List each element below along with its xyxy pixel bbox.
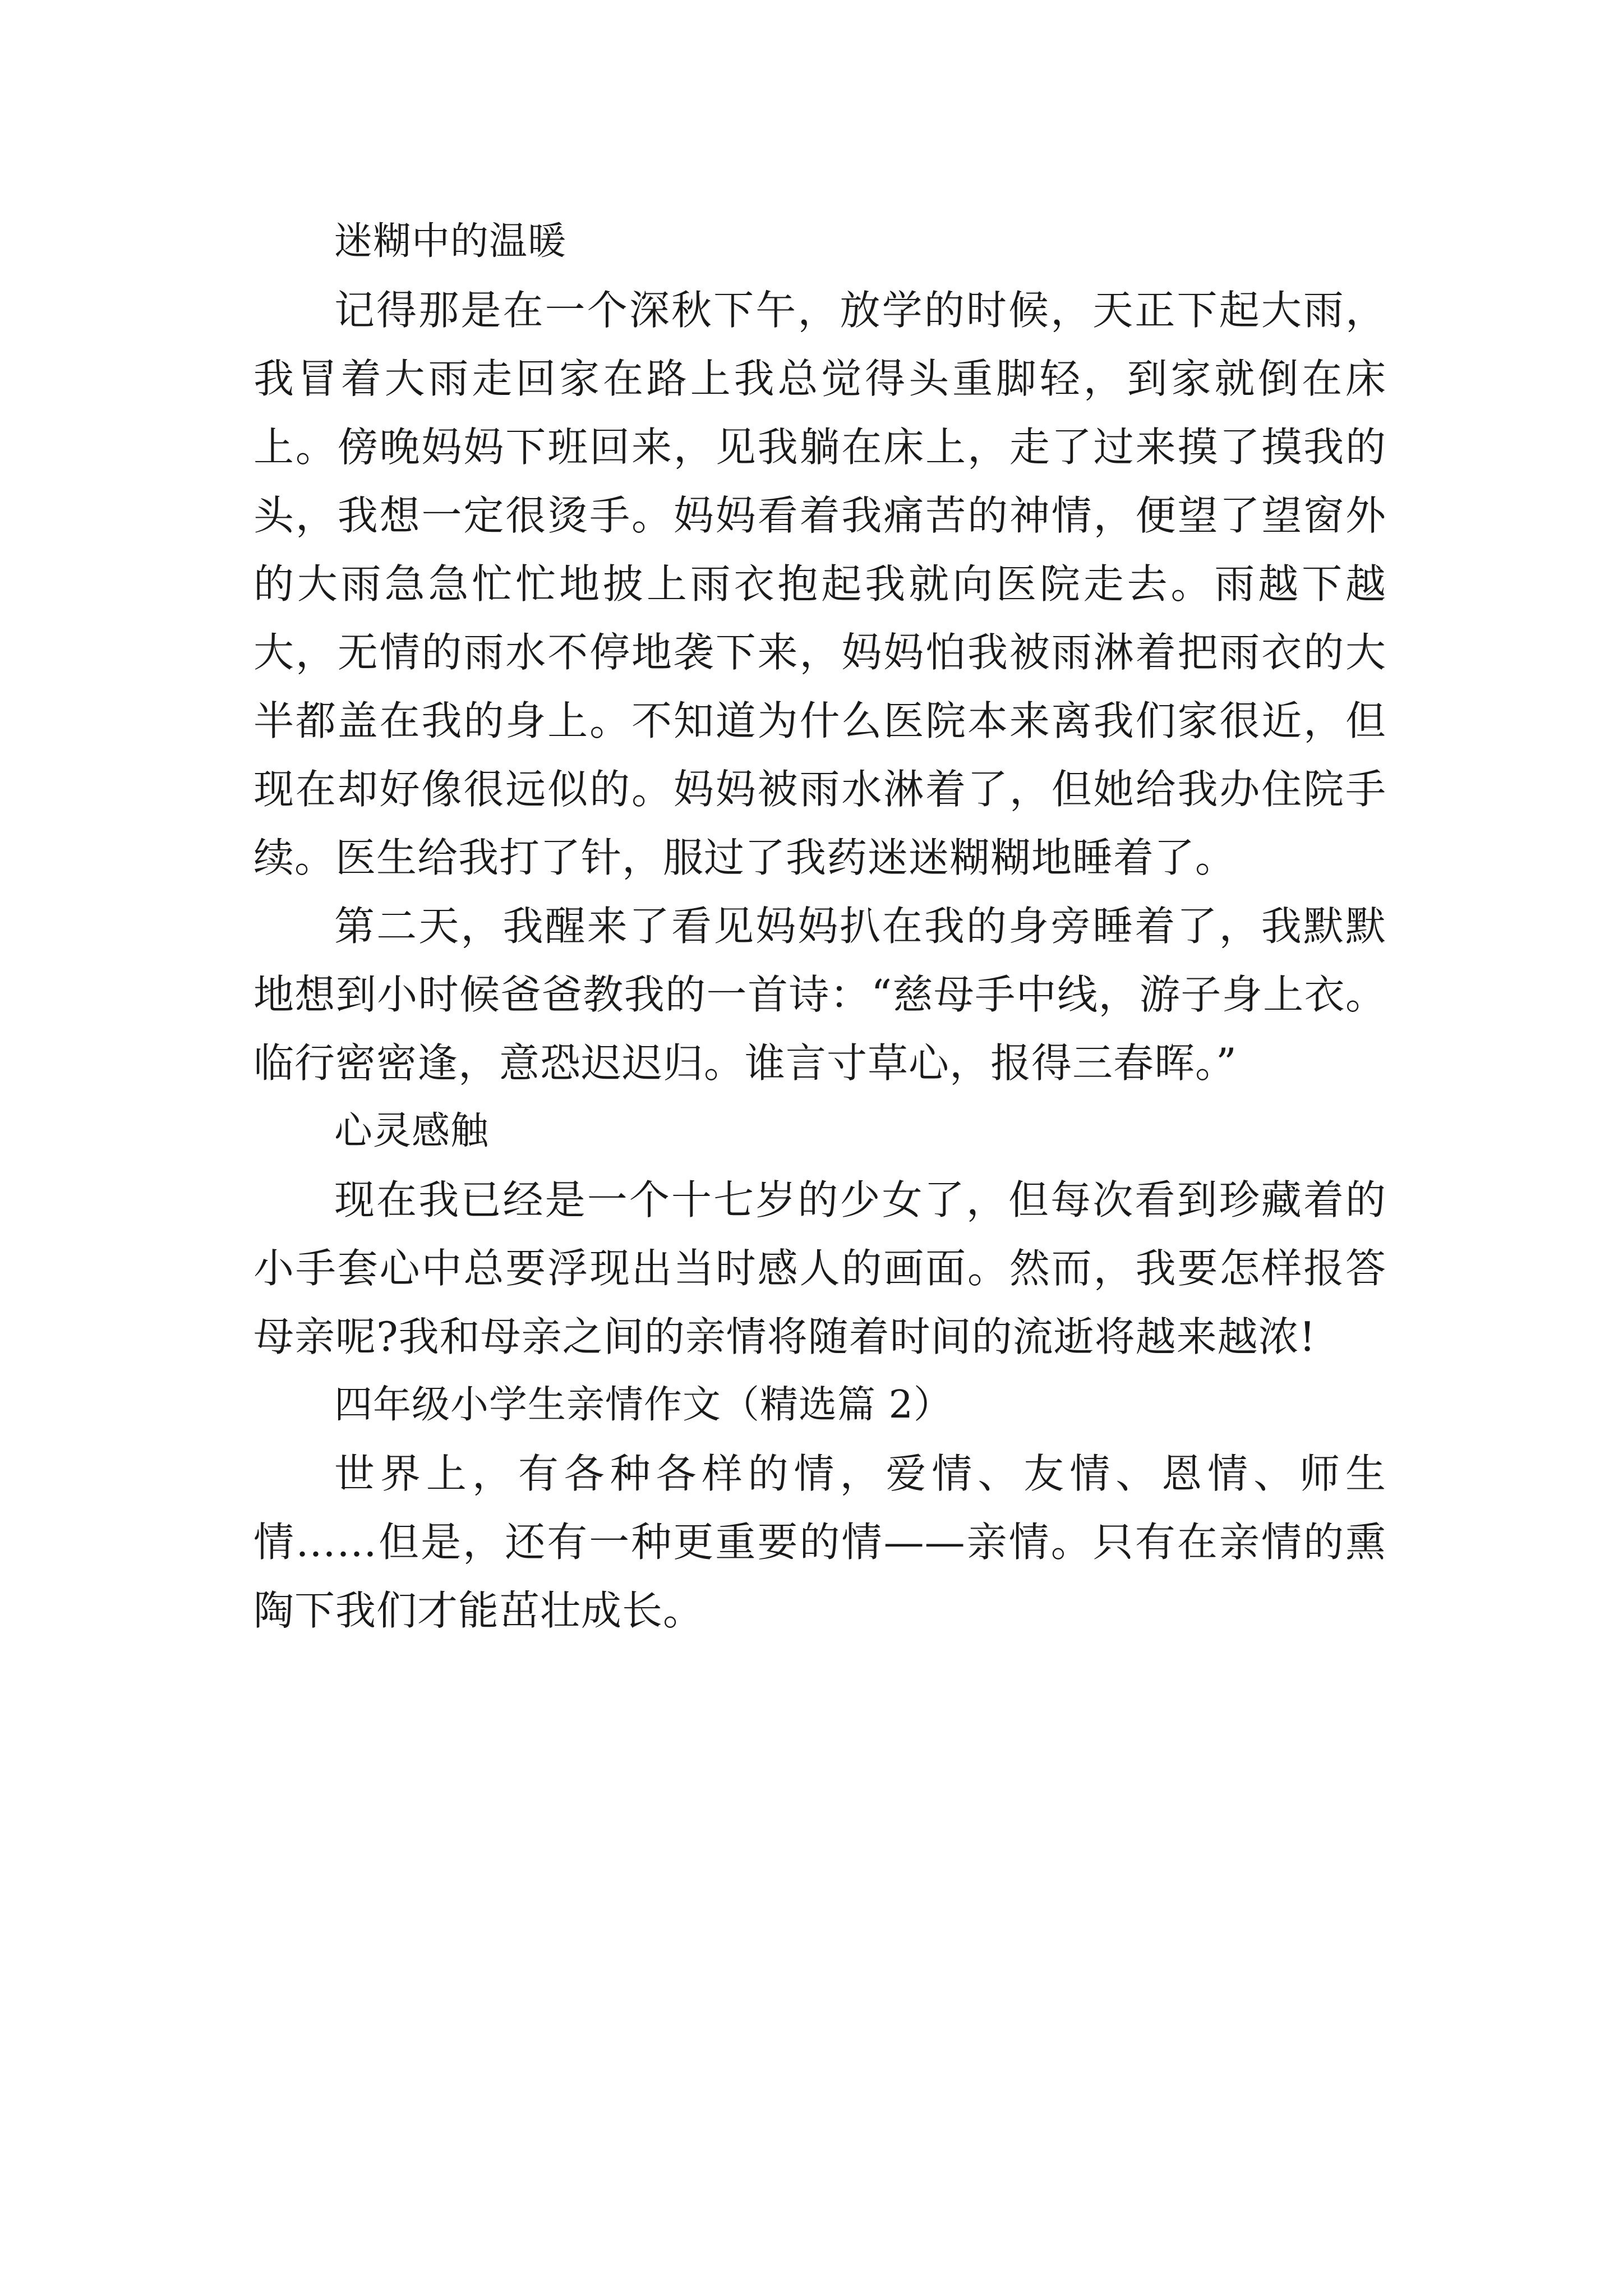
section-heading: 四年级小学生亲情作文（精选篇 2）: [334, 1383, 952, 1427]
paragraph: 现在我已经是一个十七岁的少女了，但每次看到珍藏着的小手套心中总要浮现出当时感人的画面。然而，我要怎样报答母亲呢?我和母亲之间的亲情将随着时间的流逝将越来越浓!: [253, 1176, 1386, 1360]
paragraph: 记得那是在一个深秋下午，放学的时候，天正下起大雨，我冒着大雨走回家在路上我总觉得头重脚轻，到家就倒在床上。傍晚妈妈下班回来，见我躺在床上，走了过来摸了摸我的头，我想一定很烫手。妈妈看着我痛苦的神情，便望了望窗外的大雨急急忙忙地披上雨衣抱起我就向医院走去。雨越下越大，无情的雨水不停地袭下来，妈妈怕我被雨淋着把雨衣的大半都盖在我的身上。不知道为什么医院本来离我们家很近，但现在却好像很远似的。妈妈被雨水淋着了，但她给我办住院手续。医生给我打了针，服过了我药迷迷糊糊地睡着了。: [253, 287, 1386, 881]
paragraph: 第二天，我醒来了看见妈妈扒在我的身旁睡着了，我默默地想到小时候爸爸教我的一首诗：“慈母手中线，游子身上衣。临行密密逢，意恐迟迟归。谁言寸草心，报得三春晖。”: [253, 903, 1386, 1087]
section-heading: 心灵感触: [334, 1109, 490, 1153]
section-heading: 迷糊中的温暖: [334, 219, 567, 264]
paragraph: 世界上，有各种各样的情，爱情、友情、恩情、师生情……但是，还有一种更重要的情——亲情。只有在亲情的熏陶下我们才能茁壮成长。: [253, 1450, 1386, 1634]
document-body: [253, 208, 1386, 1645]
